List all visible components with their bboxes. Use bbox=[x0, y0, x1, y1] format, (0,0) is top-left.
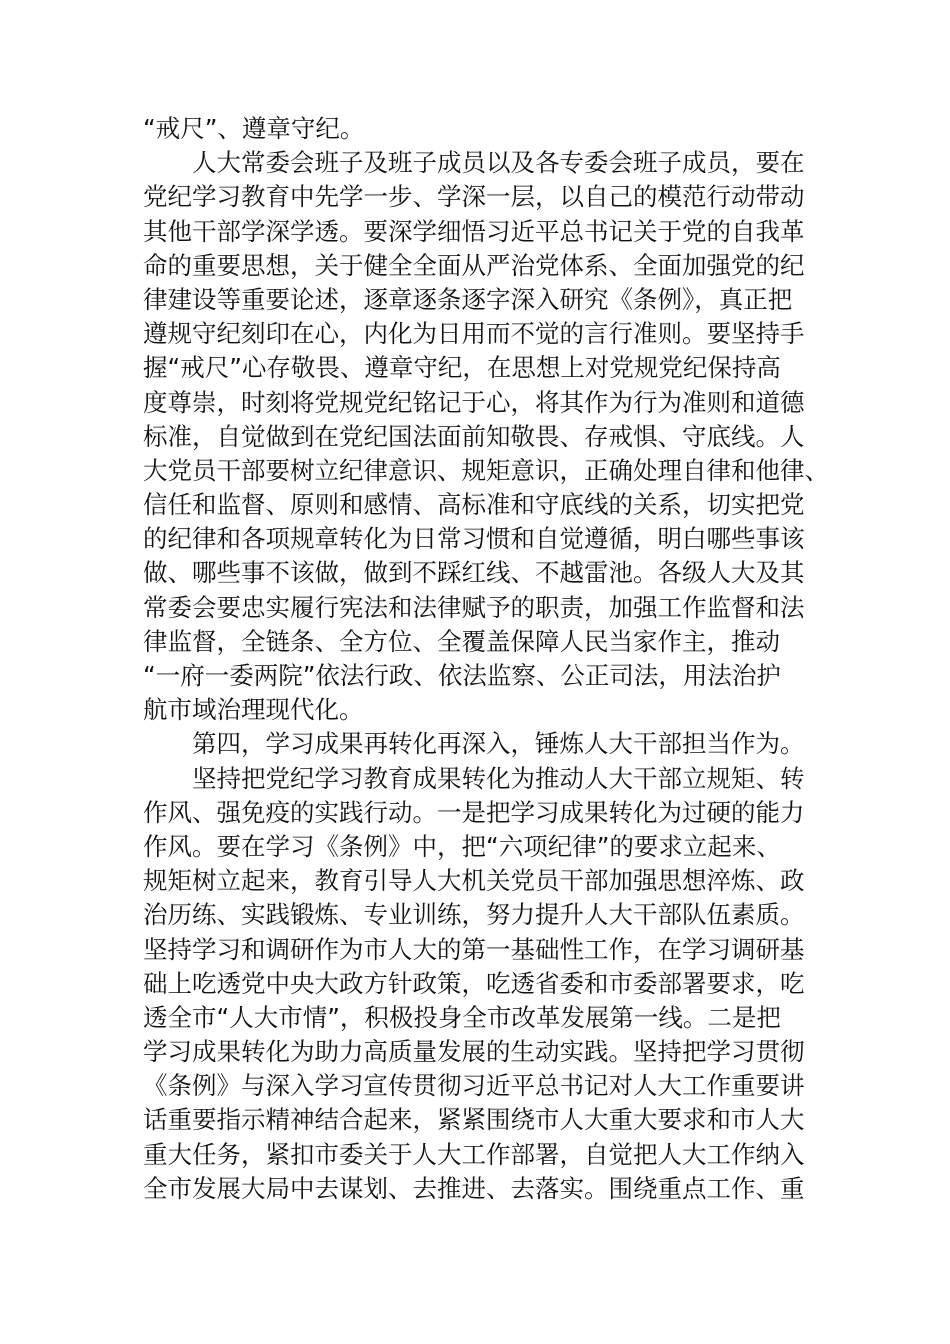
text-line: 度尊崇，时刻将党规党纪铭记于心，将其作为行为准则和道德 bbox=[143, 387, 805, 417]
text-line: 航市域治理现代化。 bbox=[143, 695, 364, 725]
text-line: 其他干部学深学透。要深学细悟习近平总书记关于党的自我革 bbox=[143, 216, 805, 246]
text-line: 作风、强免疫的实践行动。一是把学习成果转化为过硬的能力 bbox=[143, 797, 805, 827]
text-line: “戒尺”、遵章守纪。 bbox=[143, 114, 365, 143]
text-line: 常委会要忠实履行宪法和法律赋予的职责，加强工作监督和法 bbox=[143, 592, 805, 622]
text-line: 标准，自觉做到在党纪国法面前知敬畏、存戒惧、守底线。人 bbox=[143, 421, 805, 451]
text-line: 党纪学习教育中先学一步、学深一层，以自己的模范行动带动 bbox=[143, 182, 805, 212]
text-line: 做、哪些事不该做，做到不踩红线、不越雷池。各级人大及其 bbox=[143, 558, 805, 588]
text-line: 作风。要在学习《条例》中，把“六项纪律”的要求立起来、 bbox=[143, 831, 781, 861]
text-line: 《条例》与深入学习宣传贯彻习近平总书记对人大工作重要讲 bbox=[143, 1071, 805, 1101]
text-line: 坚持学习和调研作为市人大的第一基础性工作，在学习调研基 bbox=[143, 934, 805, 964]
text-line: 命的重要思想，关于健全全面从严治党体系、全面加强党的纪 bbox=[143, 250, 805, 280]
text-line: 坚持把党纪学习教育成果转化为推动人大干部立规矩、转 bbox=[192, 763, 805, 793]
text-line: 人大常委会班子及班子成员以及各专委会班子成员，要在 bbox=[192, 148, 805, 178]
text-line: 大党员干部要树立纪律意识、规矩意识，正确处理自律和他律、 bbox=[143, 455, 829, 485]
text-line: 治历练、实践锻炼、专业训练，努力提升人大干部队伍素质。 bbox=[143, 900, 805, 930]
text-line: 遵规守纪刻印在心，内化为日用而不觉的言行准则。要坚持手 bbox=[143, 319, 805, 349]
text-line: “一府一委两院”依法行政、依法监察、公正司法，用法治护 bbox=[143, 661, 781, 690]
text-line: 础上吃透党中央大政方针政策，吃透省委和市委部署要求，吃 bbox=[143, 968, 805, 998]
body-text bbox=[143, 112, 829, 1206]
text-line: 律监督，全链条、全方位、全覆盖保障人民当家作主，推动 bbox=[143, 626, 780, 656]
text-line: 重大任务，紧扣市委关于人大工作部署，自觉把人大工作纳入 bbox=[143, 1139, 805, 1169]
text-line: 握“戒尺”心存敬畏、遵章守纪，在思想上对党规党纪保持高 bbox=[143, 353, 781, 383]
text-line: 律建设等重要论述，逐章逐条逐字深入研究《条例》，真正把 bbox=[143, 284, 793, 314]
text-line: 话重要指示精神结合起来，紧紧围绕市人大重大要求和市人大 bbox=[143, 1105, 805, 1135]
text-line: 学习成果转化为助力高质量发展的生动实践。坚持把学习贯彻 bbox=[143, 1037, 805, 1067]
text-line: 透全市“人大市情”，积极投身全市改革发展第一线。二是把 bbox=[143, 1002, 781, 1032]
text-line: 规矩树立起来，教育引导人大机关党员干部加强思想淬炼、政 bbox=[143, 866, 805, 896]
text-line: 的纪律和各项规章转化为日常习惯和自觉遵循，明白哪些事该 bbox=[143, 524, 805, 554]
text-line: 全市发展大局中去谋划、去推进、去落实。围绕重点工作、重 bbox=[143, 1173, 805, 1203]
text-line: 信任和监督、原则和感情、高标准和守底线的关系，切实把党 bbox=[143, 490, 805, 520]
text-line: 第四，学习成果再转化再深入，锤炼人大干部担当作为。 bbox=[192, 729, 805, 759]
